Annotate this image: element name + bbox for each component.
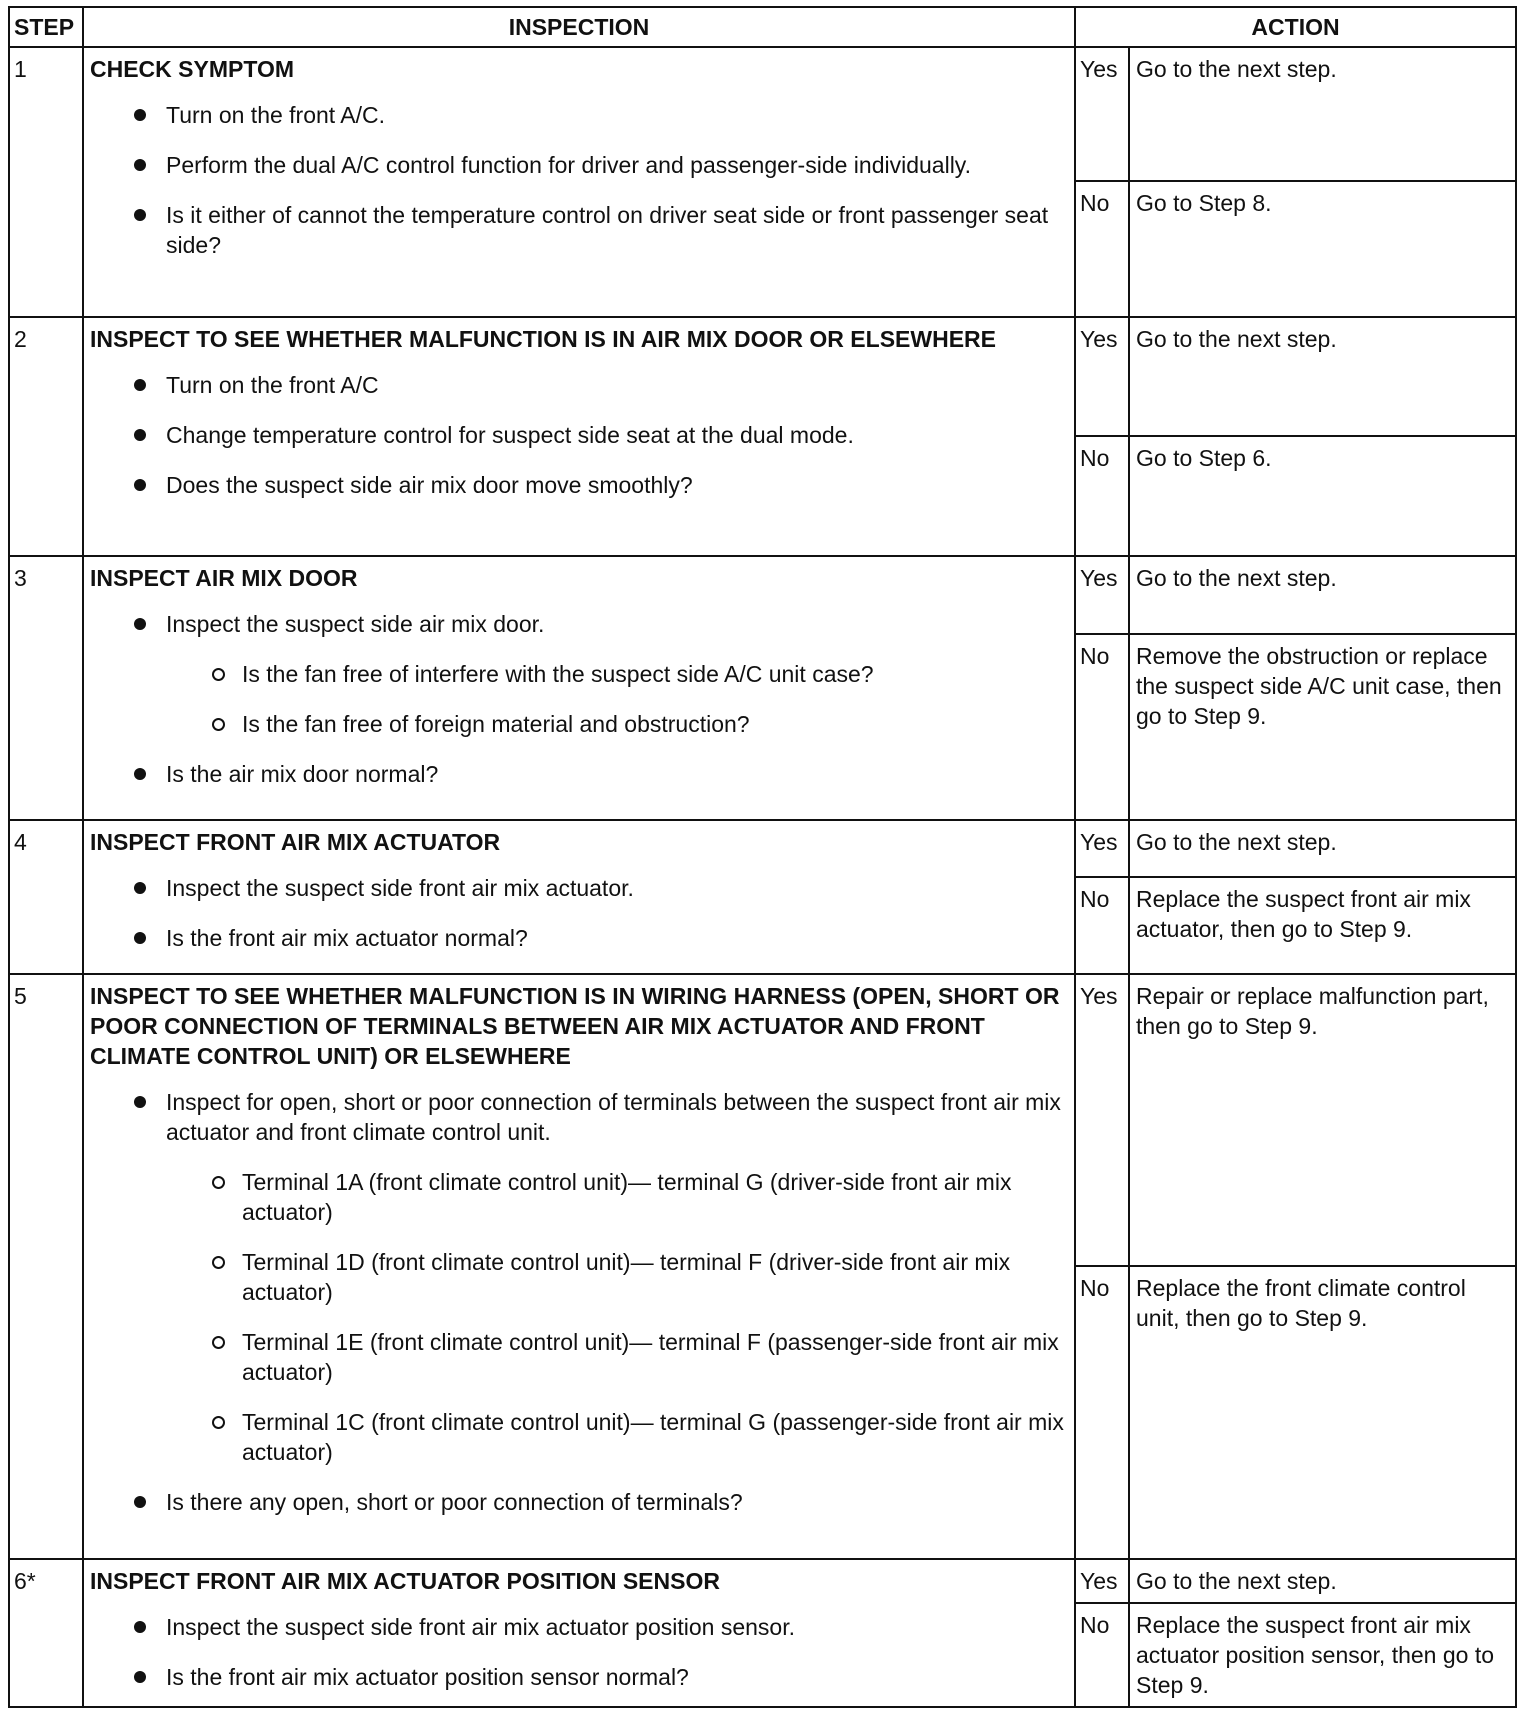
no-label: No xyxy=(1075,181,1129,317)
bullet-item: Is the front air mix actuator normal? xyxy=(90,923,1068,953)
yes-label: Yes xyxy=(1075,47,1129,181)
step-number: 4 xyxy=(9,820,83,974)
no-action: Remove the obstruction or replace the suspect side A/C unit case, then go to Step 9. xyxy=(1129,634,1516,820)
no-label: No xyxy=(1075,1266,1129,1559)
bullet-item: Is the front air mix actuator position sensor normal? xyxy=(90,1662,1068,1692)
step-6-row-yes xyxy=(9,1559,1516,1603)
no-action: Replace the suspect front air mix actuator, then go to Step 9. xyxy=(1129,877,1516,974)
sub-bullet-item: Terminal 1E (front climate control unit)— terminal F (passenger-side front air mix actuator) xyxy=(90,1327,1068,1387)
step-inspection xyxy=(83,47,1075,317)
step-1-row-yes xyxy=(9,47,1516,181)
no-action: Go to Step 8. xyxy=(1129,181,1516,317)
step-title: INSPECT TO SEE WHETHER MALFUNCTION IS IN AIR MIX DOOR OR ELSEWHERE xyxy=(90,326,996,352)
bullet-item: Inspect the suspect side front air mix actuator position sensor. xyxy=(90,1612,1068,1642)
bullet-item: Does the suspect side air mix door move smoothly? xyxy=(90,470,1068,500)
step-inspection xyxy=(83,820,1075,974)
bullet-item: Is it either of cannot the temperature control on driver seat side or front passenger seat side? xyxy=(90,200,1068,260)
step-number: 1 xyxy=(9,47,83,317)
header-step: STEP xyxy=(9,7,83,47)
step-title: CHECK SYMPTOM xyxy=(90,56,295,82)
sub-bullet-item: Terminal 1C (front climate control unit)— terminal G (passenger-side front air mix actuator) xyxy=(90,1407,1068,1467)
bullet-item: Inspect the suspect side front air mix actuator. xyxy=(90,873,1068,903)
step-inspection xyxy=(83,556,1075,820)
yes-action: Go to the next step. xyxy=(1129,47,1516,181)
step-number: 2 xyxy=(9,317,83,556)
bullet-item: Inspect for open, short or poor connection of terminals between the suspect front air mix actuator and front climate control unit. xyxy=(90,1087,1068,1147)
bullet-item: Is there any open, short or poor connection of terminals? xyxy=(90,1487,1068,1517)
step-2-row-yes xyxy=(9,317,1516,436)
bullet-item: Change temperature control for suspect side seat at the dual mode. xyxy=(90,420,1068,450)
sub-bullet-item: Terminal 1A (front climate control unit)— terminal G (driver-side front air mix actuator) xyxy=(90,1167,1068,1227)
no-label: No xyxy=(1075,1603,1129,1707)
step-inspection xyxy=(83,974,1075,1559)
no-action: Replace the suspect front air mix actuator position sensor, then go to Step 9. xyxy=(1129,1603,1516,1707)
step-inspection xyxy=(83,317,1075,556)
no-label: No xyxy=(1075,877,1129,974)
step-title: INSPECT AIR MIX DOOR xyxy=(90,565,358,591)
header-inspection: INSPECTION xyxy=(83,7,1075,47)
header-row xyxy=(9,7,1516,47)
header-action: ACTION xyxy=(1075,7,1516,47)
yes-label: Yes xyxy=(1075,820,1129,877)
yes-action: Repair or replace malfunction part, then go to Step 9. xyxy=(1129,974,1516,1266)
yes-label: Yes xyxy=(1075,1559,1129,1603)
yes-action: Go to the next step. xyxy=(1129,1559,1516,1603)
bullet-item: Is the air mix door normal? xyxy=(90,759,1068,789)
step-title: INSPECT TO SEE WHETHER MALFUNCTION IS IN WIRING HARNESS (OPEN, SHORT OR POOR CONNECTION OF TERMINALS BETWEEN AIR MIX ACTUATOR AND FRONT CLIMATE CONTROL UNIT) OR ELSEWHERE xyxy=(90,983,1060,1069)
step-3-row-yes xyxy=(9,556,1516,634)
yes-action: Go to the next step. xyxy=(1129,820,1516,877)
yes-action: Go to the next step. xyxy=(1129,556,1516,634)
yes-label: Yes xyxy=(1075,317,1129,436)
yes-label: Yes xyxy=(1075,974,1129,1266)
bullet-item: Turn on the front A/C. xyxy=(90,100,1068,130)
no-action: Go to Step 6. xyxy=(1129,436,1516,556)
step-4-row-yes xyxy=(9,820,1516,877)
sub-bullet-item: Is the fan free of interfere with the suspect side A/C unit case? xyxy=(90,659,1068,689)
sub-bullet-item: Is the fan free of foreign material and obstruction? xyxy=(90,709,1068,739)
sub-bullet-item: Terminal 1D (front climate control unit)— terminal F (driver-side front air mix actuator) xyxy=(90,1247,1068,1307)
no-label: No xyxy=(1075,436,1129,556)
step-number: 3 xyxy=(9,556,83,820)
step-5-row-yes xyxy=(9,974,1516,1266)
step-title: INSPECT FRONT AIR MIX ACTUATOR POSITION SENSOR xyxy=(90,1568,720,1594)
no-action: Replace the front climate control unit, then go to Step 9. xyxy=(1129,1266,1516,1559)
step-number: 5 xyxy=(9,974,83,1559)
bullet-item: Turn on the front A/C xyxy=(90,370,1068,400)
step-number: 6* xyxy=(9,1559,83,1707)
bullet-item: Inspect the suspect side air mix door. xyxy=(90,609,1068,639)
step-title: INSPECT FRONT AIR MIX ACTUATOR xyxy=(90,829,501,855)
step-inspection xyxy=(83,1559,1075,1707)
bullet-item: Perform the dual A/C control function for driver and passenger-side individually. xyxy=(90,150,1068,180)
no-label: No xyxy=(1075,634,1129,820)
diagnostic-table xyxy=(8,6,1517,1708)
yes-action: Go to the next step. xyxy=(1129,317,1516,436)
yes-label: Yes xyxy=(1075,556,1129,634)
